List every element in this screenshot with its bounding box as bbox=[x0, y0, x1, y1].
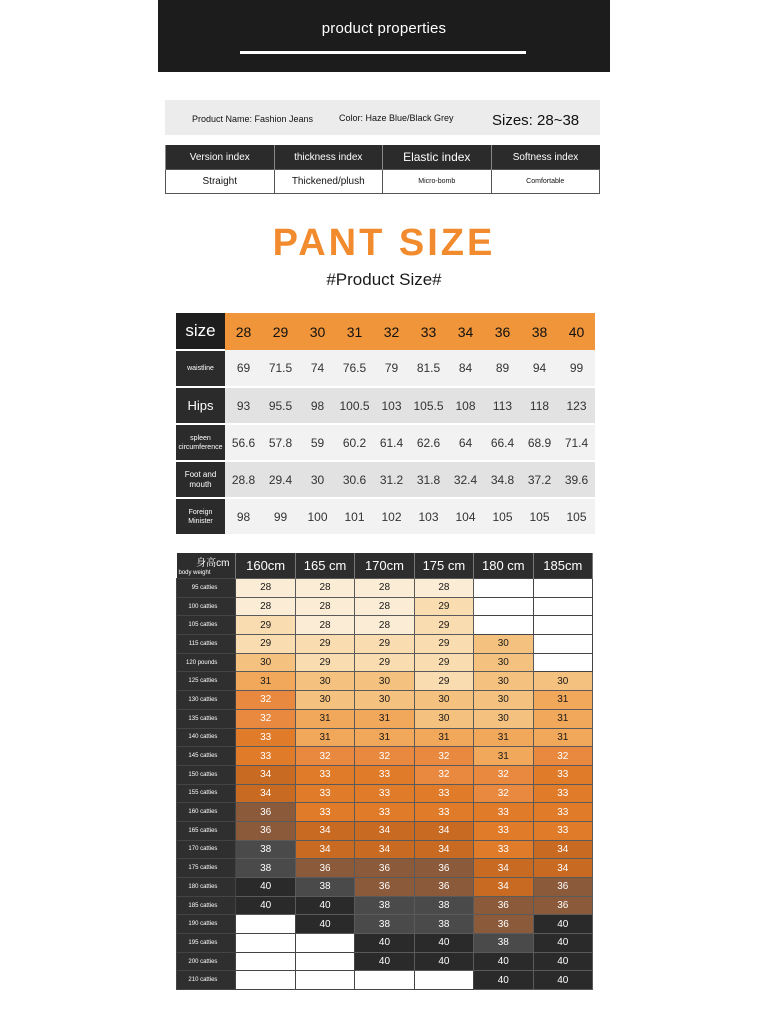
recommended-size-cell: 34 bbox=[474, 859, 533, 878]
empty-cell bbox=[474, 616, 533, 635]
size-cell: 66.4 bbox=[484, 424, 521, 461]
recommended-size-cell: 40 bbox=[355, 934, 414, 953]
recommended-size-cell: 30 bbox=[533, 672, 592, 691]
size-cell: 81.5 bbox=[410, 350, 447, 387]
recommended-size-cell: 33 bbox=[355, 784, 414, 803]
weight-row bbox=[177, 915, 593, 934]
weight-label: 145 catties bbox=[177, 747, 236, 766]
size-cell: 95.5 bbox=[262, 387, 299, 424]
size-cell: 31.8 bbox=[410, 461, 447, 498]
empty-cell bbox=[236, 934, 295, 953]
weight-label: 185 catties bbox=[177, 896, 236, 915]
recommended-size-cell: 34 bbox=[533, 840, 592, 859]
recommended-size-cell: 33 bbox=[533, 821, 592, 840]
weight-label: 125 catties bbox=[177, 672, 236, 691]
recommended-size-cell: 31 bbox=[355, 728, 414, 747]
size-row bbox=[176, 461, 595, 498]
weight-row bbox=[177, 934, 593, 953]
weight-row bbox=[177, 840, 593, 859]
recommended-size-cell: 34 bbox=[414, 821, 473, 840]
empty-cell bbox=[355, 971, 414, 990]
size-cell: 69 bbox=[225, 350, 262, 387]
weight-label: 135 catties bbox=[177, 709, 236, 728]
recommended-size-cell: 31 bbox=[533, 691, 592, 710]
recommended-size-cell: 33 bbox=[414, 784, 473, 803]
recommended-size-cell: 30 bbox=[414, 709, 473, 728]
size-cell: 105 bbox=[484, 498, 521, 535]
weight-label: 150 catties bbox=[177, 765, 236, 784]
size-cell: 60.2 bbox=[336, 424, 373, 461]
recommended-size-cell: 30 bbox=[355, 672, 414, 691]
recommended-size-cell: 40 bbox=[474, 952, 533, 971]
weight-row bbox=[177, 597, 593, 616]
recommended-size-cell: 30 bbox=[236, 653, 295, 672]
recommended-size-cell: 29 bbox=[355, 653, 414, 672]
recommended-size-cell: 36 bbox=[414, 878, 473, 897]
size-header-label: size bbox=[176, 313, 225, 350]
weight-row bbox=[177, 728, 593, 747]
size-header-cell: 28 bbox=[225, 313, 262, 350]
recommended-size-cell: 33 bbox=[414, 803, 473, 822]
recommended-size-cell: 36 bbox=[236, 803, 295, 822]
weight-row bbox=[177, 878, 593, 897]
recommended-size-cell: 38 bbox=[414, 915, 473, 934]
recommended-size-cell: 40 bbox=[295, 896, 354, 915]
size-row bbox=[176, 498, 595, 535]
weight-label: 130 catties bbox=[177, 691, 236, 710]
recommended-size-cell: 31 bbox=[414, 728, 473, 747]
size-cell: 113 bbox=[484, 387, 521, 424]
weight-row bbox=[177, 821, 593, 840]
recommended-size-cell: 28 bbox=[236, 597, 295, 616]
recommended-size-cell: 34 bbox=[474, 878, 533, 897]
recommended-size-cell: 40 bbox=[474, 971, 533, 990]
recommended-size-cell: 28 bbox=[295, 616, 354, 635]
size-cell: 68.9 bbox=[521, 424, 558, 461]
height-header: 160cm bbox=[236, 553, 295, 579]
weight-row bbox=[177, 691, 593, 710]
recommended-size-cell: 28 bbox=[295, 597, 354, 616]
size-cell: 108 bbox=[447, 387, 484, 424]
weight-label: 115 catties bbox=[177, 635, 236, 654]
weight-label: 200 catties bbox=[177, 952, 236, 971]
recommended-size-cell: 36 bbox=[474, 915, 533, 934]
size-header-cell: 34 bbox=[447, 313, 484, 350]
empty-cell bbox=[236, 971, 295, 990]
size-header-cell: 38 bbox=[521, 313, 558, 350]
recommended-size-cell: 36 bbox=[474, 896, 533, 915]
empty-cell bbox=[295, 971, 354, 990]
recommended-size-cell: 36 bbox=[236, 821, 295, 840]
recommended-size-cell: 29 bbox=[355, 635, 414, 654]
weight-row bbox=[177, 896, 593, 915]
recommended-size-cell: 40 bbox=[414, 934, 473, 953]
recommended-size-cell: 33 bbox=[295, 803, 354, 822]
recommended-size-cell: 31 bbox=[236, 672, 295, 691]
page-title: product properties bbox=[321, 20, 447, 37]
weight-label: 140 catties bbox=[177, 728, 236, 747]
recommended-size-cell: 36 bbox=[414, 859, 473, 878]
weight-row bbox=[177, 579, 593, 598]
weight-label: 160 catties bbox=[177, 803, 236, 822]
weight-label: 105 catties bbox=[177, 616, 236, 635]
corner-weight-label: body weight bbox=[178, 570, 211, 576]
corner-height-label: 身高cm bbox=[196, 558, 230, 569]
recommended-size-cell: 40 bbox=[414, 952, 473, 971]
recommended-size-cell: 31 bbox=[474, 747, 533, 766]
weight-row bbox=[177, 971, 593, 990]
empty-cell bbox=[533, 616, 592, 635]
recommended-size-cell: 33 bbox=[533, 784, 592, 803]
recommended-size-cell: 38 bbox=[355, 915, 414, 934]
recommended-size-cell: 32 bbox=[236, 691, 295, 710]
recommended-size-cell: 40 bbox=[355, 952, 414, 971]
size-cell: 105 bbox=[521, 498, 558, 535]
size-cell: 84 bbox=[447, 350, 484, 387]
size-cell: 101 bbox=[336, 498, 373, 535]
recommended-size-cell: 33 bbox=[474, 803, 533, 822]
weight-label: 120 pounds bbox=[177, 653, 236, 672]
size-recommendation-table bbox=[176, 553, 593, 990]
recommended-size-cell: 33 bbox=[355, 803, 414, 822]
index-value: Comfortable bbox=[491, 170, 600, 194]
empty-cell bbox=[533, 653, 592, 672]
recommended-size-cell: 30 bbox=[474, 672, 533, 691]
recommended-size-cell: 40 bbox=[533, 952, 592, 971]
size-cell: 99 bbox=[262, 498, 299, 535]
pant-size-subtitle: #Product Size# bbox=[326, 270, 442, 289]
size-cell: 105 bbox=[558, 498, 595, 535]
recommended-size-cell: 29 bbox=[414, 597, 473, 616]
size-header-cell: 29 bbox=[262, 313, 299, 350]
size-header-cell: 40 bbox=[558, 313, 595, 350]
recommended-size-cell: 33 bbox=[474, 821, 533, 840]
weight-row bbox=[177, 859, 593, 878]
size-cell: 61.4 bbox=[373, 424, 410, 461]
index-header: Softness index bbox=[491, 145, 600, 170]
index-value: Straight bbox=[166, 170, 275, 194]
recommended-size-cell: 29 bbox=[236, 616, 295, 635]
recommended-size-cell: 34 bbox=[355, 840, 414, 859]
recommended-size-cell: 30 bbox=[474, 709, 533, 728]
size-row-label: Foot and mouth bbox=[176, 461, 225, 498]
recommended-size-cell: 34 bbox=[414, 840, 473, 859]
recommended-size-cell: 40 bbox=[533, 934, 592, 953]
empty-cell bbox=[533, 579, 592, 598]
recommended-size-cell: 33 bbox=[295, 765, 354, 784]
size-cell: 31.2 bbox=[373, 461, 410, 498]
recommended-size-cell: 36 bbox=[295, 859, 354, 878]
height-header: 165 cm bbox=[295, 553, 354, 579]
recommended-size-cell: 28 bbox=[414, 579, 473, 598]
index-header: thickness index bbox=[274, 145, 383, 170]
size-cell: 30.6 bbox=[336, 461, 373, 498]
size-cell: 98 bbox=[225, 498, 262, 535]
size-cell: 74 bbox=[299, 350, 336, 387]
recommended-size-cell: 40 bbox=[295, 915, 354, 934]
empty-cell bbox=[533, 635, 592, 654]
recommended-size-cell: 28 bbox=[355, 597, 414, 616]
size-cell: 34.8 bbox=[484, 461, 521, 498]
recommended-size-cell: 32 bbox=[295, 747, 354, 766]
height-header: 175 cm bbox=[414, 553, 473, 579]
recommended-size-cell: 36 bbox=[533, 896, 592, 915]
recommended-size-cell: 30 bbox=[295, 691, 354, 710]
recommended-size-cell: 36 bbox=[533, 878, 592, 897]
index-table bbox=[165, 145, 600, 194]
recommended-size-cell: 30 bbox=[474, 653, 533, 672]
recommended-size-cell: 34 bbox=[533, 859, 592, 878]
size-header-cell: 31 bbox=[336, 313, 373, 350]
size-cell: 93 bbox=[225, 387, 262, 424]
recommended-size-cell: 36 bbox=[355, 859, 414, 878]
height-header: 180 cm bbox=[474, 553, 533, 579]
recommended-size-cell: 28 bbox=[295, 579, 354, 598]
size-cell: 123 bbox=[558, 387, 595, 424]
recommended-size-cell: 29 bbox=[414, 635, 473, 654]
size-header-cell: 32 bbox=[373, 313, 410, 350]
recommended-size-cell: 30 bbox=[295, 672, 354, 691]
size-cell: 98 bbox=[299, 387, 336, 424]
recommended-size-cell: 29 bbox=[414, 672, 473, 691]
weight-row bbox=[177, 635, 593, 654]
size-cell: 59 bbox=[299, 424, 336, 461]
empty-cell bbox=[414, 971, 473, 990]
size-cell: 56.6 bbox=[225, 424, 262, 461]
recommended-size-cell: 29 bbox=[414, 653, 473, 672]
recommended-size-cell: 33 bbox=[474, 840, 533, 859]
recommended-size-cell: 31 bbox=[474, 728, 533, 747]
size-cell: 79 bbox=[373, 350, 410, 387]
weight-label: 100 catties bbox=[177, 597, 236, 616]
recommended-size-cell: 28 bbox=[355, 616, 414, 635]
size-cell: 71.5 bbox=[262, 350, 299, 387]
weight-row bbox=[177, 952, 593, 971]
product-color: Color: Haze Blue/Black Grey bbox=[339, 113, 454, 123]
weight-label: 210 catties bbox=[177, 971, 236, 990]
title-underline bbox=[240, 51, 526, 54]
size-cell: 103 bbox=[410, 498, 447, 535]
recommended-size-cell: 38 bbox=[474, 934, 533, 953]
recommended-size-cell: 31 bbox=[295, 709, 354, 728]
empty-cell bbox=[295, 952, 354, 971]
recommended-size-cell: 38 bbox=[236, 840, 295, 859]
recommended-size-cell: 40 bbox=[236, 878, 295, 897]
recommended-size-cell: 28 bbox=[355, 579, 414, 598]
recommended-size-cell: 32 bbox=[474, 784, 533, 803]
recommended-size-cell: 38 bbox=[236, 859, 295, 878]
recommended-size-cell: 34 bbox=[355, 821, 414, 840]
index-value: Thickened/plush bbox=[274, 170, 383, 194]
recommended-size-cell: 33 bbox=[533, 765, 592, 784]
size-cell: 29.4 bbox=[262, 461, 299, 498]
recommended-size-cell: 33 bbox=[295, 784, 354, 803]
recommended-size-cell: 31 bbox=[355, 709, 414, 728]
weight-row bbox=[177, 709, 593, 728]
empty-cell bbox=[295, 934, 354, 953]
size-cell: 71.4 bbox=[558, 424, 595, 461]
recommended-size-cell: 32 bbox=[533, 747, 592, 766]
recommended-size-cell: 30 bbox=[474, 691, 533, 710]
recommended-size-cell: 33 bbox=[533, 803, 592, 822]
empty-cell bbox=[236, 952, 295, 971]
size-cell: 37.2 bbox=[521, 461, 558, 498]
recommended-size-cell: 28 bbox=[236, 579, 295, 598]
weight-label: 95 catties bbox=[177, 579, 236, 598]
size-table bbox=[176, 313, 595, 536]
height-header: 185cm bbox=[533, 553, 592, 579]
weight-row bbox=[177, 653, 593, 672]
size-cell: 99 bbox=[558, 350, 595, 387]
weight-row bbox=[177, 672, 593, 691]
product-info-bar bbox=[165, 100, 600, 135]
empty-cell bbox=[533, 597, 592, 616]
size-cell: 39.6 bbox=[558, 461, 595, 498]
weight-row bbox=[177, 616, 593, 635]
empty-cell bbox=[474, 597, 533, 616]
recommended-size-cell: 34 bbox=[295, 821, 354, 840]
index-header: Version index bbox=[166, 145, 275, 170]
size-header-row bbox=[176, 313, 595, 350]
recommended-size-cell: 32 bbox=[355, 747, 414, 766]
recommended-size-cell: 36 bbox=[355, 878, 414, 897]
weight-label: 170 catties bbox=[177, 840, 236, 859]
size-cell: 100 bbox=[299, 498, 336, 535]
recommended-size-cell: 38 bbox=[414, 896, 473, 915]
recommended-size-cell: 32 bbox=[414, 747, 473, 766]
index-value: Micro-bomb bbox=[383, 170, 492, 194]
size-cell: 64 bbox=[447, 424, 484, 461]
size-cell: 76.5 bbox=[336, 350, 373, 387]
size-row-label: Foreign Minister bbox=[176, 498, 225, 535]
weight-label: 165 catties bbox=[177, 821, 236, 840]
recommended-size-cell: 32 bbox=[474, 765, 533, 784]
size-row-label: Hips bbox=[176, 387, 225, 424]
size-row bbox=[176, 387, 595, 424]
height-header: 170cm bbox=[355, 553, 414, 579]
recommended-size-cell: 30 bbox=[414, 691, 473, 710]
recommended-size-cell: 31 bbox=[533, 709, 592, 728]
recommended-size-cell: 34 bbox=[236, 784, 295, 803]
size-cell: 32.4 bbox=[447, 461, 484, 498]
size-row bbox=[176, 350, 595, 387]
recommended-size-cell: 33 bbox=[355, 765, 414, 784]
weight-row bbox=[177, 765, 593, 784]
header-banner bbox=[158, 0, 610, 72]
weight-row bbox=[177, 784, 593, 803]
size-cell: 104 bbox=[447, 498, 484, 535]
recommended-size-cell: 38 bbox=[355, 896, 414, 915]
recommended-size-cell: 32 bbox=[236, 709, 295, 728]
recommended-size-cell: 29 bbox=[236, 635, 295, 654]
size-cell: 28.8 bbox=[225, 461, 262, 498]
recommended-size-cell: 40 bbox=[533, 971, 592, 990]
size-cell: 103 bbox=[373, 387, 410, 424]
recommended-size-cell: 34 bbox=[295, 840, 354, 859]
size-cell: 89 bbox=[484, 350, 521, 387]
size-row bbox=[176, 424, 595, 461]
product-name: Product Name: Fashion Jeans bbox=[192, 114, 314, 124]
size-cell: 94 bbox=[521, 350, 558, 387]
weight-label: 155 catties bbox=[177, 784, 236, 803]
empty-cell bbox=[236, 915, 295, 934]
recommended-size-cell: 29 bbox=[414, 616, 473, 635]
weight-row bbox=[177, 803, 593, 822]
weight-label: 175 catties bbox=[177, 859, 236, 878]
size-cell: 57.8 bbox=[262, 424, 299, 461]
size-cell: 102 bbox=[373, 498, 410, 535]
recommended-size-cell: 31 bbox=[533, 728, 592, 747]
recommended-size-cell: 40 bbox=[236, 896, 295, 915]
recommended-size-cell: 40 bbox=[533, 915, 592, 934]
size-row-label: spleen circumference bbox=[176, 424, 225, 461]
recommended-size-cell: 29 bbox=[295, 653, 354, 672]
recommended-size-cell: 38 bbox=[295, 878, 354, 897]
weight-label: 190 catties bbox=[177, 915, 236, 934]
weight-label: 195 catties bbox=[177, 934, 236, 953]
size-cell: 62.6 bbox=[410, 424, 447, 461]
recommended-size-cell: 29 bbox=[295, 635, 354, 654]
recommended-size-cell: 32 bbox=[414, 765, 473, 784]
size-cell: 118 bbox=[521, 387, 558, 424]
size-header-cell: 30 bbox=[299, 313, 336, 350]
recommended-size-cell: 30 bbox=[355, 691, 414, 710]
size-cell: 105.5 bbox=[410, 387, 447, 424]
weight-label: 180 catties bbox=[177, 878, 236, 897]
index-header: Elastic index bbox=[383, 145, 492, 170]
product-sizes: Sizes: 28~38 bbox=[492, 112, 580, 129]
corner-header bbox=[177, 553, 236, 579]
recommended-size-cell: 33 bbox=[236, 728, 295, 747]
recommended-size-cell: 30 bbox=[474, 635, 533, 654]
recommended-size-cell: 34 bbox=[236, 765, 295, 784]
size-header-cell: 36 bbox=[484, 313, 521, 350]
pant-size-heading: PANT SIZE bbox=[272, 222, 496, 264]
size-cell: 30 bbox=[299, 461, 336, 498]
size-cell: 100.5 bbox=[336, 387, 373, 424]
size-header-cell: 33 bbox=[410, 313, 447, 350]
weight-row bbox=[177, 747, 593, 766]
empty-cell bbox=[474, 579, 533, 598]
recommended-size-cell: 33 bbox=[236, 747, 295, 766]
recommended-size-cell: 31 bbox=[295, 728, 354, 747]
size-row-label: waistline bbox=[176, 350, 225, 387]
